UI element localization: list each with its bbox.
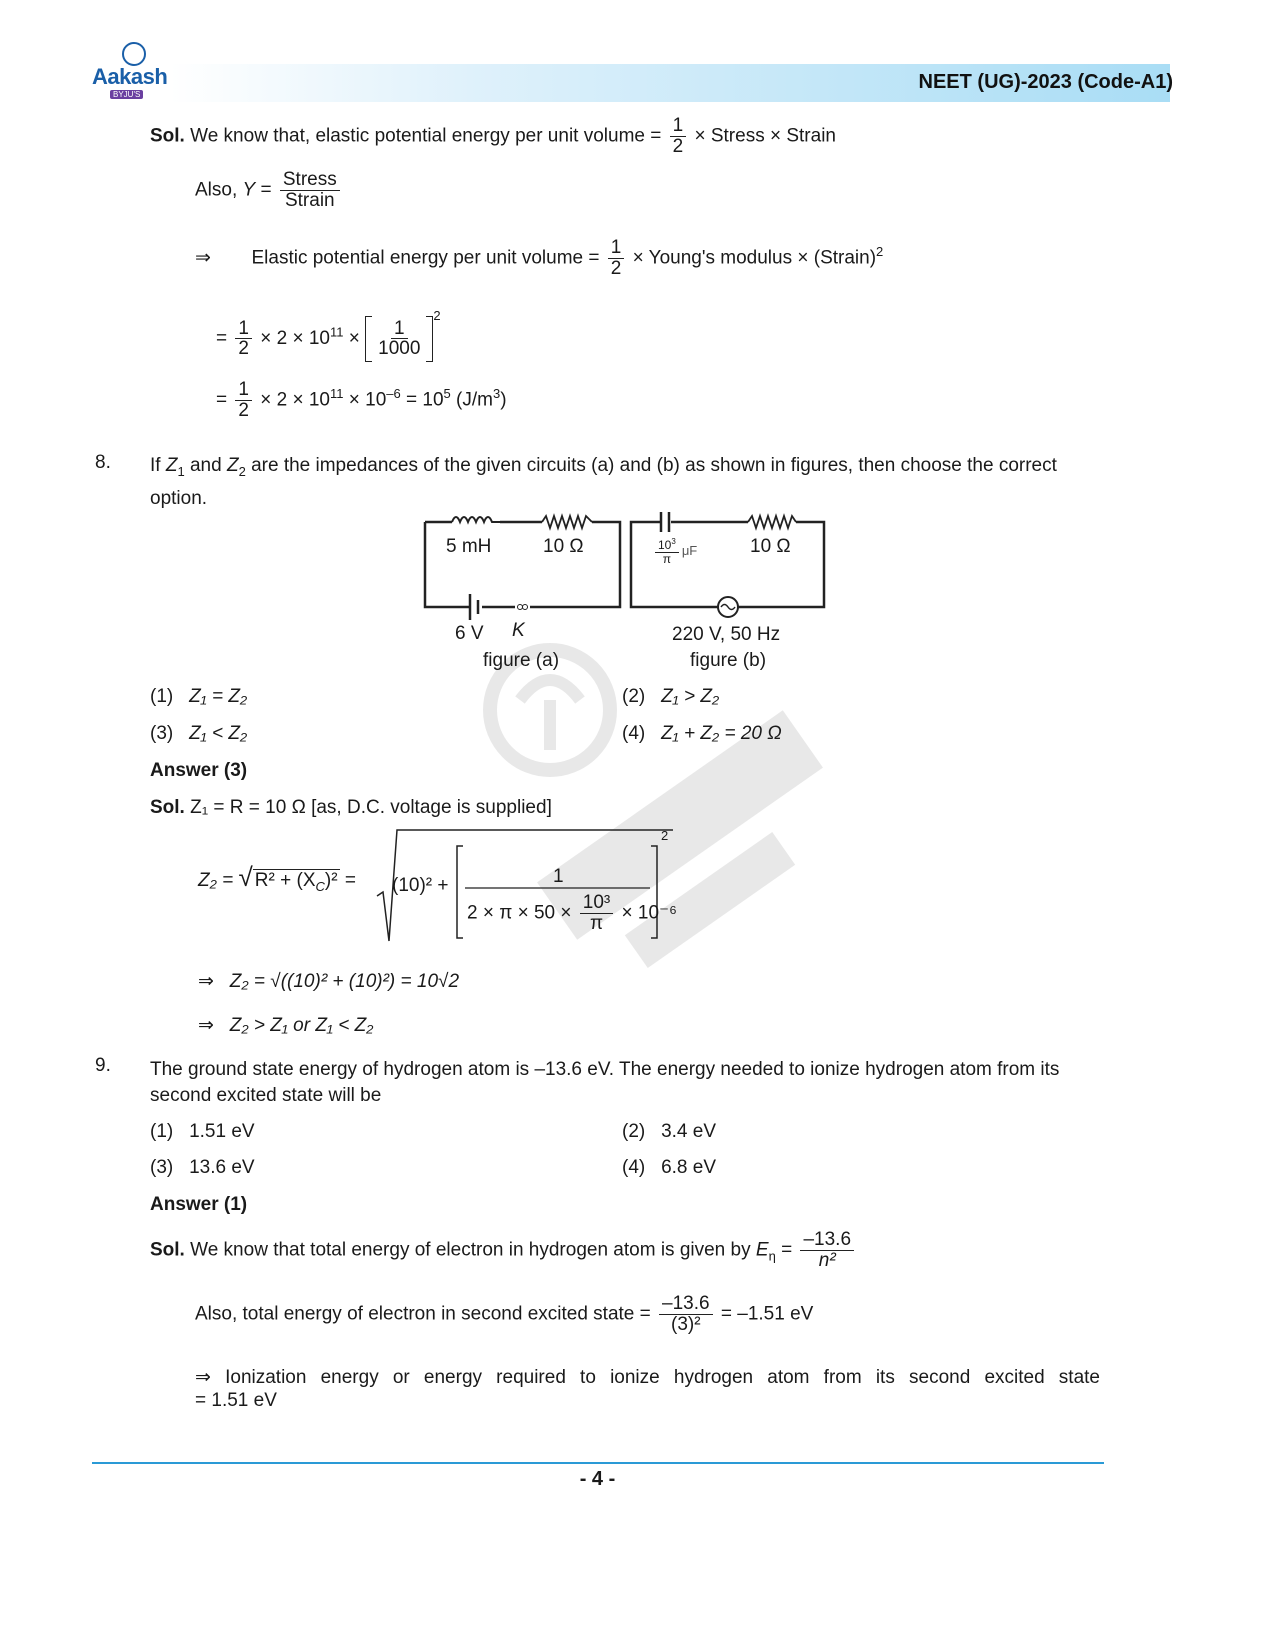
page-title: NEET (UG)-2023 (Code-A1) — [918, 71, 1173, 93]
q9-question-text: The ground state energy of hydrogen atom is –13.6 eV. The energy needed to ionize hydrogen atom from its second excited state will be — [150, 1059, 1060, 1106]
logo-sub: BYJU'S — [110, 90, 143, 99]
logo-text: Aakash — [92, 64, 168, 89]
answer-label: Answer (3) — [150, 760, 248, 781]
q8-z2-formula: Z₂ = √ $R^2 + (X_C)^2$ = — [198, 862, 356, 894]
q8-z2-result: ⇒ Z₂ = √((10)² + (10)²) = 10√2 — [198, 971, 460, 992]
z2-term1: (10)² + — [392, 875, 449, 896]
capacitor-label: $\frac{10^3}{\pi}$ μF — [652, 538, 697, 565]
q9-final-line2: = 1.51 eV — [195, 1390, 277, 1411]
option: (1) 1.51 eV — [150, 1121, 255, 1142]
circuit-a-diagram — [420, 512, 630, 622]
key-label: K — [512, 620, 525, 641]
q9-second-excited: Also, total energy of electron in second excited state = $\frac{-13.6}{\text{(3)²}}$ = –1.51 eV — [195, 1293, 814, 1335]
page-number: - 4 - — [579, 1468, 616, 1490]
option: (1) Z₁ = Z₂ — [150, 686, 248, 707]
option: (4) Z₁ + Z₂ = 20 Ω — [622, 723, 782, 744]
q9-final-line1: ⇒ Ionization energy or energy required to ionize hydrogen atom from its second excited state — [195, 1367, 1100, 1388]
q7-step2: = $\frac{1}{2}$ × $2 \times 10^{11} \times 10^{-6} = 10^5$ $(J/m^3)$ — [216, 379, 507, 421]
logo-emblem-icon — [122, 42, 146, 66]
q8-question-text: If $Z_1$ and $Z_2$ are the impedances of the given circuits (a) and (b) as shown in figures, then choose the correct option. — [150, 455, 1057, 509]
answer-label: Answer (1) — [150, 1194, 248, 1215]
q7-sol-line1 — [150, 116, 836, 157]
inductor-label: 5 mH — [446, 536, 492, 557]
option: (3) Z₁ < Z₂ — [150, 723, 248, 744]
q7-sol-tail: × Stress × Strain — [694, 125, 836, 147]
resistor-icon — [748, 516, 796, 528]
figure-a-caption: figure (a) — [483, 650, 560, 671]
q9-sol-line1: Sol. We know that total energy of electron in hydrogen atom is given by $E_\eta$ = $\frac{-13.6}{\text{n²}}$ — [150, 1230, 857, 1271]
q7-step1: = $\frac{1}{2}$ × $2 \times 10^{11}$ × $\frac{1}{1000}$ $^2$ — [216, 308, 441, 362]
z2-frac-den: 2 × π × 50 × $\frac{\text{10³}}{\pi}$ × 10⁻⁶ — [467, 892, 677, 934]
resistor-icon — [542, 516, 592, 528]
q7-young-modulus: Also, Y = $\frac{\text{Stress}}{\text{Strain}}$ — [195, 170, 343, 211]
fraction: $\frac{1}{2}$ — [670, 116, 687, 157]
option: (4) 6.8 eV — [622, 1157, 717, 1178]
footer-rule — [92, 1462, 1104, 1464]
q8-sol-line1: Sol. Z₁ = R = 10 Ω [as, D.C. voltage is supplied] — [150, 797, 552, 818]
option: (2) Z₁ > Z₂ — [622, 686, 720, 707]
resistor-label: 10 Ω — [543, 536, 584, 557]
figure-b-caption: figure (b) — [690, 650, 767, 671]
z2-outer-exp: 2 — [661, 828, 669, 843]
circuit-b-diagram — [626, 512, 831, 622]
aakash-logo — [92, 40, 182, 102]
key-icon — [523, 605, 528, 610]
sol-label: Sol. — [150, 125, 185, 147]
battery-label: 6 V — [455, 623, 484, 644]
ac-source-label: 220 V, 50 Hz — [672, 624, 781, 645]
z2-frac-num: 1 — [553, 866, 564, 887]
question-number: 8. — [95, 452, 111, 473]
inductor-icon — [452, 517, 500, 522]
resistor-label: 10 Ω — [750, 536, 791, 557]
q7-energy-formula: ⇒ Elastic potential energy per unit volume = $\frac{1}{2}$ × Young's modulus × (Strain)$^2$ — [195, 237, 884, 279]
option: (3) 13.6 eV — [150, 1157, 255, 1178]
question-number: 9. — [95, 1055, 111, 1076]
option: (2) 3.4 eV — [622, 1121, 717, 1142]
q8-z2-compare: ⇒ Z₂ > Z₁ or Z₁ < Z₂ — [198, 1015, 374, 1036]
q7-sol-text: We know that, elastic potential energy per unit volume = — [190, 125, 662, 147]
